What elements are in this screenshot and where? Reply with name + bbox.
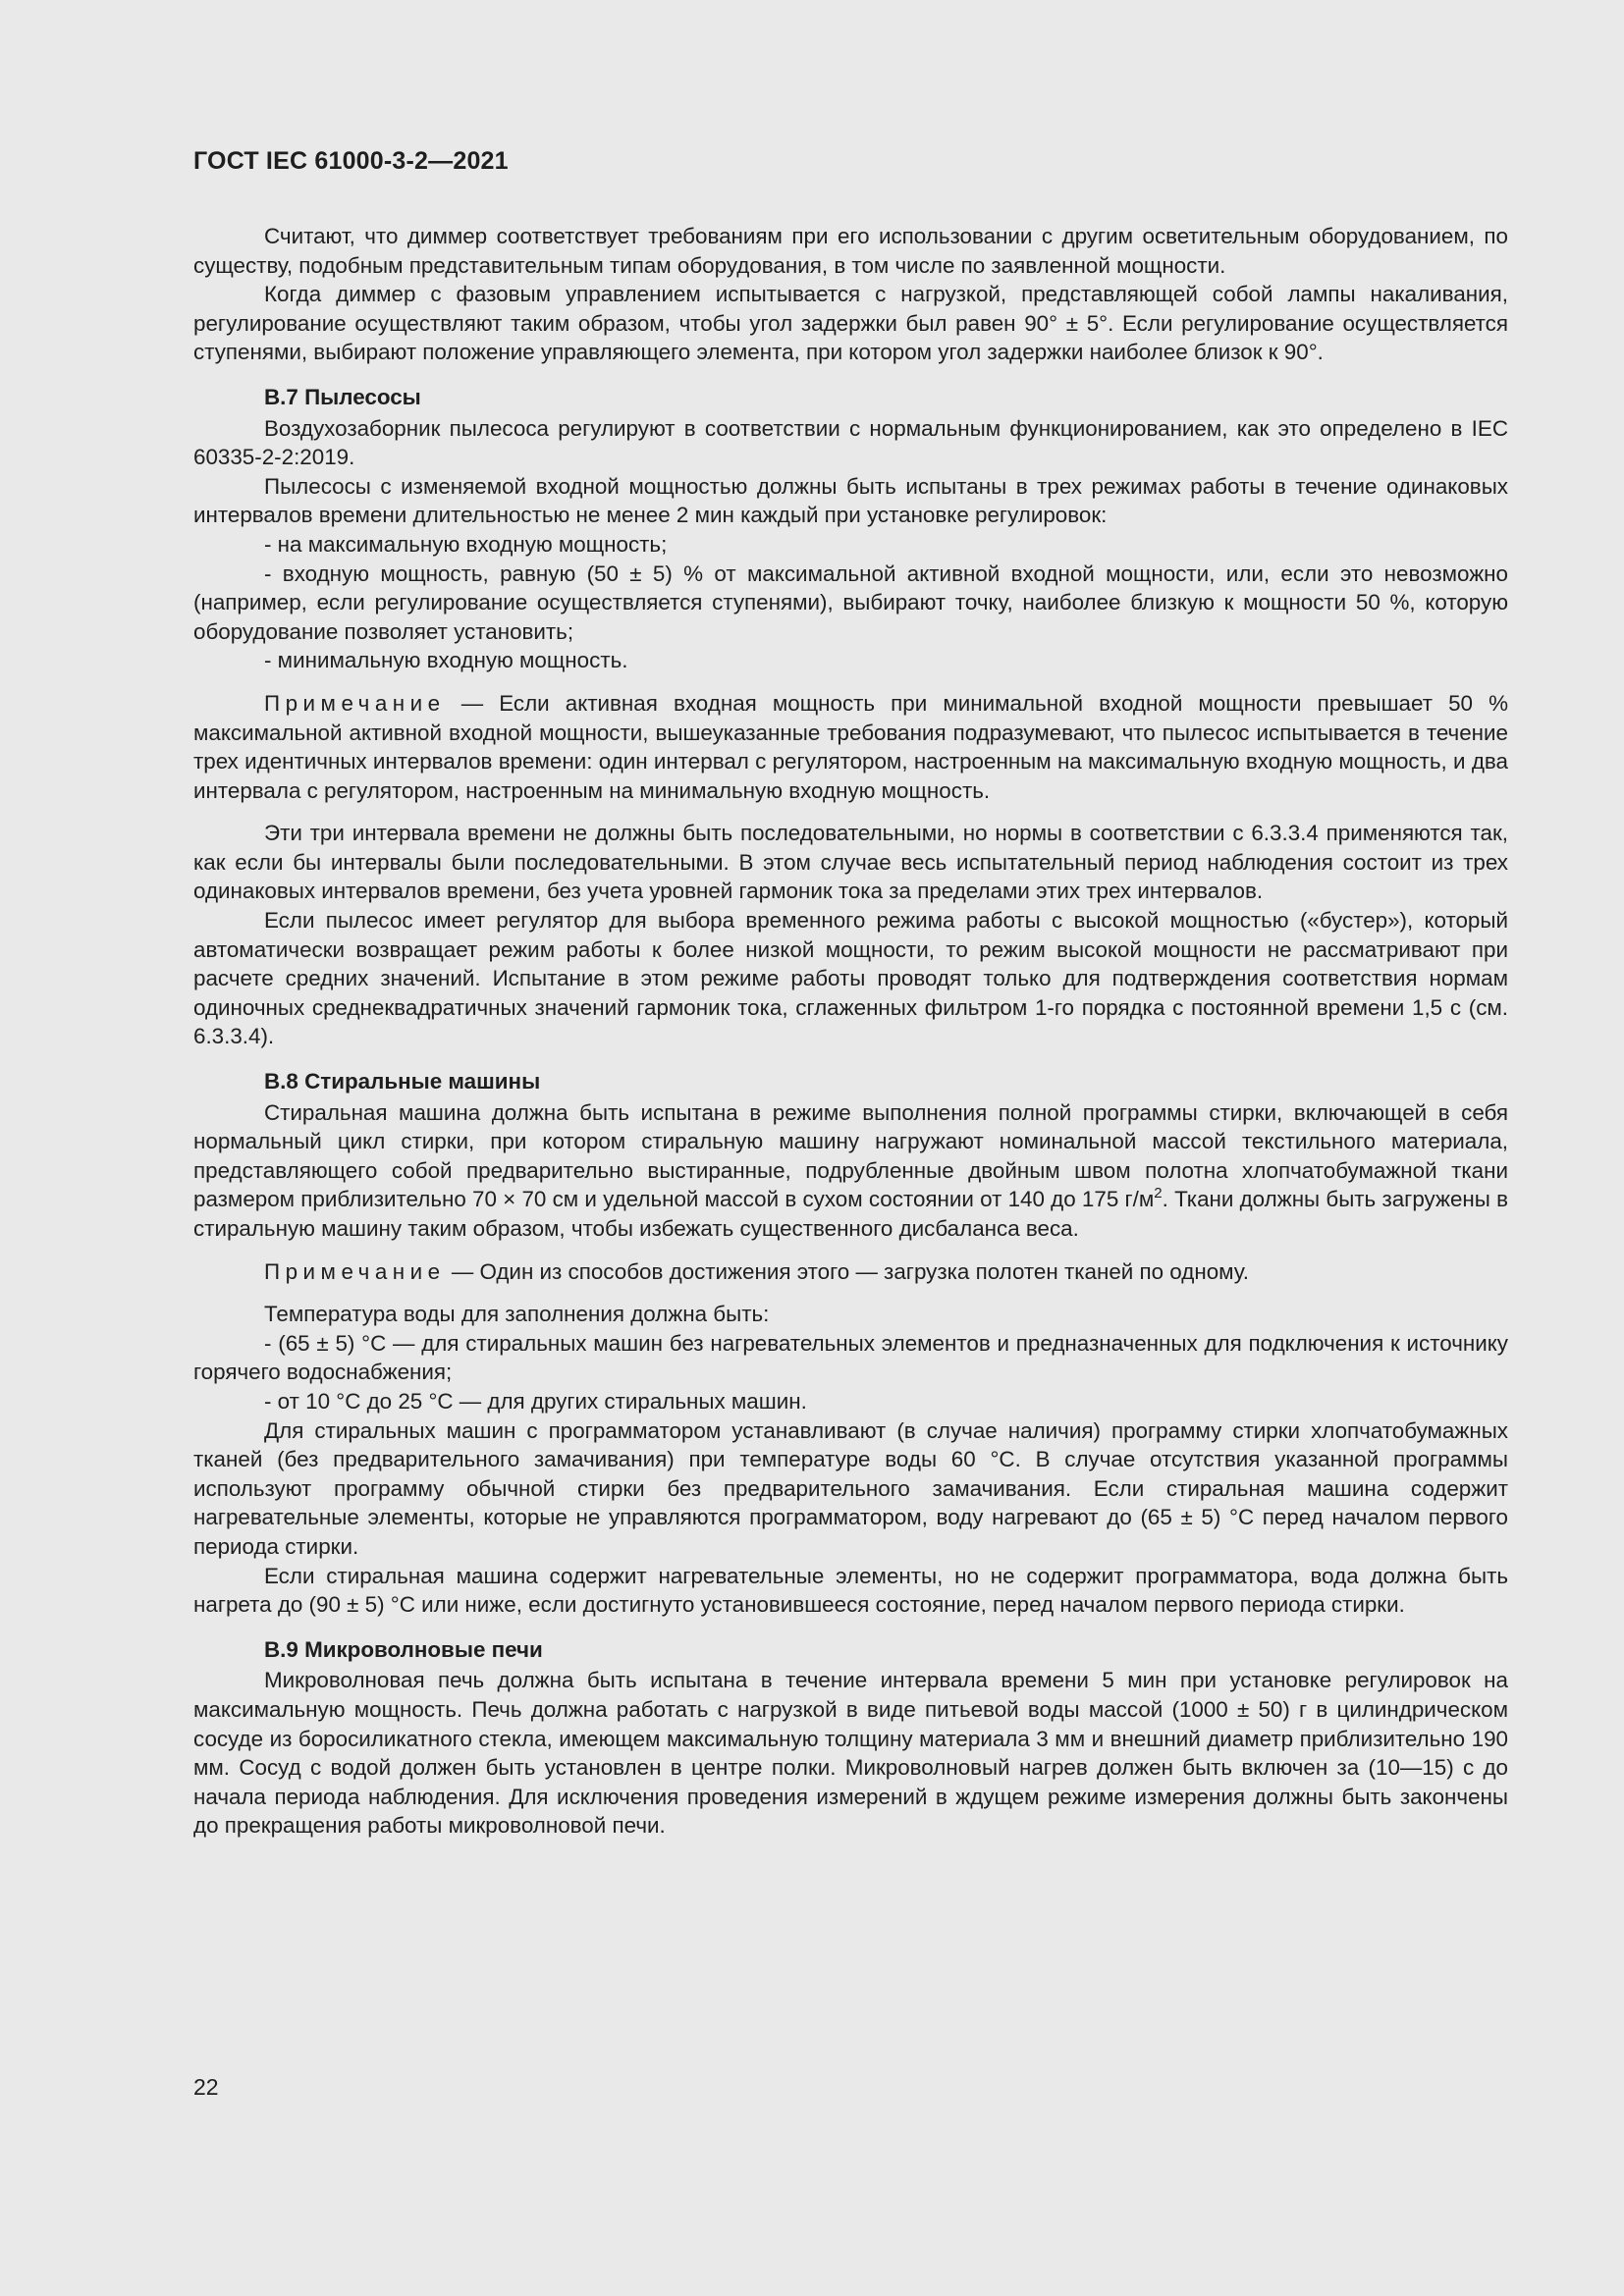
note-label: Примечание (264, 690, 446, 716)
b8-paragraph-1 (193, 1098, 1508, 1244)
b7-paragraph-1: Воздухозаборник пылесоса регулируют в соответствии с нормальным функционированием, как это определено в IEC 60335-2-2:2019. (193, 415, 1508, 470)
page-number: 22 (193, 2074, 219, 2100)
b8-list-item-1: - (65 ± 5) °С — для стиральных машин без нагревательных элементов и предназначенных для подключения к источнику горячего водоснабжения; (193, 1330, 1508, 1385)
b8-p1-main: Стиральная машина должна быть испытана в режиме выполнения полной программы стирки, включающей в себя нормальный цикл стирки, при котором стиральную машину нагружают номинальной массой текстильного материала, представляющего собой предварительно выстиранные, подрубленные двойным швом полотна хлопчатобумажной ткани размером приблизительно 70 × 70 см и удельной массой в сухом состоянии от 140 до 175 г/м (193, 1099, 1508, 1212)
note-text: — Один из способов достижения этого — загрузка полотен тканей по одному. (445, 1258, 1249, 1284)
b8-paragraph-2: Температура воды для заполнения должна быть: (264, 1302, 770, 1327)
b8-list-item-2: - от 10 °С до 25 °С — для других стиральных машин. (264, 1388, 807, 1414)
b7-list-item-3: - минимальную входную мощность. (264, 648, 628, 673)
b8-paragraph-3: Для стиральных машин с программатором устанавливают (в случае наличия) программу стирки хлопчатобумажных тканей (без предварительного замачивания) при температуре воды 60 °С. В случае отсутствия указанной программы используют программу обычной стирки без предварительного замачивания. Если стиральная машина содержит нагревательные элементы, которые не управляются программатором, воду нагревают до (65 ± 5) °С перед началом первого периода стирки. (193, 1417, 1508, 1559)
section-heading-b8: В.8 Стиральные машины (264, 1069, 541, 1095)
b7-list-item-1: - на максимальную входную мощность; (264, 531, 668, 557)
b7-list-item-2: - входную мощность, равную (50 ± 5) % от максимальной активной входной мощности, или, если это невозможно (например, если регулирование осуществляется ступенями), выбирают точку, наиболее близкую к мощности 50 %, которую оборудование позволяет установить; (193, 561, 1508, 644)
section-heading-b7: В.7 Пылесосы (264, 384, 421, 409)
b7-paragraph-3: Эти три интервала времени не должны быть последовательными, но нормы в соответствии с 6.3.3.4 применяются так, как если бы интервалы были последовательными. В этом случае весь испытательный период наблюдения состоит из трех одинаковых интервалов времени, без учета уровней гармоник тока за пределами этих трех интервалов. (193, 821, 1508, 904)
document-header: ГОСТ IEC 61000-3-2—2021 (193, 147, 509, 175)
b8-p1-superscript: 2 (1154, 1184, 1163, 1201)
b8-paragraph-4: Если стиральная машина содержит нагревательные элементы, но не содержит программатора, вода должна быть нагрета до (90 ± 5) °С или ниже, если достигнуто установившееся состояние, перед началом первого периода стирки. (193, 1563, 1508, 1618)
intro-paragraph-1: Считают, что диммер соответствует требованиям при его использовании с другим осветительным оборудованием, по существу, подобным представительным типам оборудования, в том числе по заявленной мощности. (193, 224, 1508, 278)
b8-p1-end: . Ткани должны быть загружены в стиральную машину таким образом, чтобы избежать существенного дисбаланса веса. (193, 1187, 1508, 1241)
b7-paragraph-4: Если пылесос имеет регулятор для выбора временного режима работы с высокой мощностью («бустер»), который автоматически возвращает режим работы к более низкой мощности, то режим высокой мощности не рассматривают при расчете средних значений. Испытание в этом режиме работы проводят только для подтверждения соответствия нормам одиночных среднеквадратичных значений гармоник тока, сглаженных фильтром 1-го порядка с постоянной времени 1,5 с (см. 6.3.3.4). (193, 908, 1508, 1049)
note-label: Примечание (264, 1258, 446, 1284)
b7-paragraph-2: Пылесосы с изменяемой входной мощностью должны быть испытаны в трех режимах работы в течение одинаковых интервалов времени длительностью не менее 2 мин каждый при установке регулировок: (193, 473, 1508, 528)
b8-note (193, 1257, 1508, 1287)
note-text: — Если активная входная мощность при минимальной входной мощности превышает 50 % максимальной активной входной мощности, вышеуказанные требования подразумевают, что пылесос испытывается в течение трех идентичных интервалов времени: один интервал с регулятором, настроенным на максимальную входную мощность, и два интервала с регулятором, настроенным на минимальную входную мощность. (193, 690, 1508, 803)
document-body (193, 222, 1508, 1841)
intro-paragraph-2: Когда диммер с фазовым управлением испытывается с нагрузкой, представляющей собой лампы накаливания, регулирование осуществляют таким образом, чтобы угол задержки был равен 90° ± 5°. Если регулирование осуществляется ступенями, выбирают положение управляющего элемента, при котором угол задержки наиболее близок к 90°. (193, 282, 1508, 365)
b7-note (193, 689, 1508, 805)
section-heading-b9: В.9 Микроволновые печи (264, 1636, 543, 1662)
b9-paragraph-1: Микроволновая печь должна быть испытана в течение интервала времени 5 мин при установке регулировок на максимальную мощность. Печь должна работать с нагрузкой в виде питьевой воды массой (1000 ± 50) г в цилиндрическом сосуде из боросиликатного стекла, имеющем максимальную толщину материала 3 мм и внешний диаметр приблизительно 190 мм. Сосуд с водой должен быть установлен в центре полки. Микроволновый нагрев должен быть включен за (10—15) с до начала периода наблюдения. Для исключения проведения измерений в ждущем режиме измерения должны быть закончены до прекращения работы микроволновой печи. (193, 1668, 1508, 1839)
